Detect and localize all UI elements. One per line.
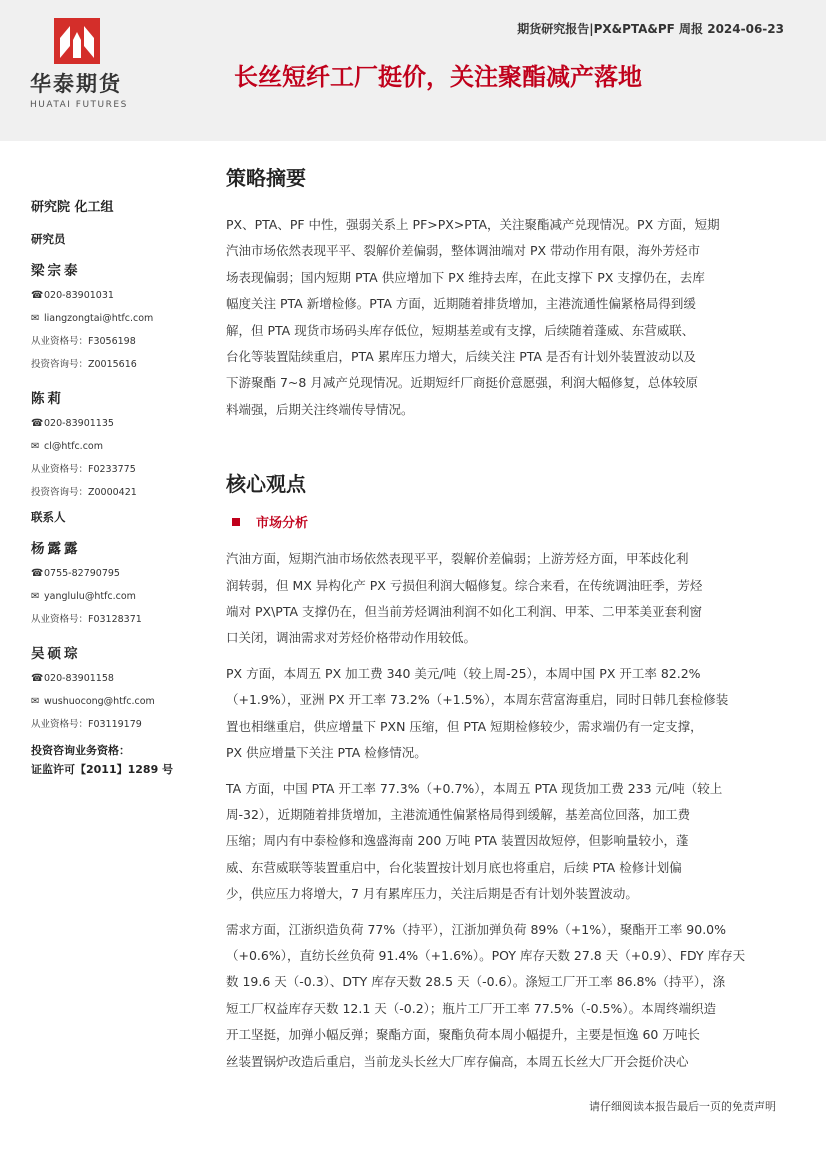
logo-text-cn: 华泰期货 [30,72,122,96]
px-paragraph: PX 方面，本周五 PX 加工费 340 美元/吨（较上周-25），本周中国 PX 开工率 82.2% （+1.9%），亚洲 PX 开工率 73.2%（+1.5%），本周东营富海重启，同时日韩几套检修装 置也相继重启，供应增量下 PXN 压缩，但 PTA 短期检修较少，需求端仍有一定支撑， PX 供应增量下关注 PTA 检修情况。 [226,665,729,761]
invest-number: 投资咨询号：Z0000421 [31,487,137,498]
phone-number: 0755-82790795 [44,568,120,579]
phone-icon: ☎ [31,673,44,684]
cert-number: 从业资格号：F3056198 [31,336,136,347]
email-line [31,312,206,335]
square-bullet-icon [232,518,240,526]
phone-icon: ☎ [31,290,44,301]
phone-icon: ☎ [31,568,44,579]
qualification-label: 投资咨询业务资格： [31,744,130,757]
demand-paragraph: 需求方面，江浙织造负荷 77%（持平），江浙加弹负荷 89%（+1%），聚酯开工率 90.0% （+0.6%），直纺长丝负荷 91.4%（+1.6%）。POY 库存天数 27.8 天（+0.9）、FDY 库存天 数 19.6 天（-0.3）、DTY 库存天数 28.5 天（-0.6）。涤短工厂开工率 86.8%（持平），涤 短工厂权益库存天数 12.1 天（-0.2）；瓶片工厂开工率 77.5%（-0.5%）。本周终端织造 开工坚挺，加弹小幅反弹；聚酯方面，聚酯负荷本周小幅提升，主要是恒逸 60 万吨长 丝装置锅炉改造后重启，当前龙头长丝大厂库存偏高，本周五长丝大厂开会挺价决心 [226,921,746,1069]
report-header [0,0,826,141]
license-number: 证监许可【2011】1289 号 [31,763,174,776]
strategy-heading: 策略摘要 [226,166,306,190]
author-sidebar [31,196,206,779]
phone-line [31,567,206,590]
contact-card [31,537,206,636]
contact-name: 吴硕琮 [31,646,81,662]
ta-paragraph: TA 方面，中国 PTA 开工率 77.3%（+0.7%），本周五 PTA 现货加工费 233 元/吨（较上 周-32），近期随着排货增加，主港流通性偏紧格局得到缓解，基差高位回落，加工费 压缩；周内有中泰检修和逸盛海南 200 万吨 PTA 装置因故短停，但影响量较小，蓬 威、东营威联等装置重启中，台化装置按计划月底也将重启，后续 PTA 检修计划偏 少，供应压力将增大，7 月有累库压力，关注后期是否有计划外装置波动。 [226,780,723,902]
contacts-label: 联系人 [31,510,66,524]
email-icon: ✉ [31,696,40,707]
researcher-card [31,387,206,509]
cert-number: 从业资格号：F03119179 [31,719,142,730]
strategy-summary: PX、PTA、PF 中性，强弱关系上 PF>PX>PTA，关注聚酯减产兑现情况。PX 方面，短期 汽油市场依然表现平平、裂解价差偏弱，整体调油端对 PX 带动作用有限，海外芳烃市 场表现偏弱；国内短期 PTA 供应增加下 PX 维持去库，在此支撑下 PX 支撑仍在，去库 幅度关注 PTA 新增检修。PTA 方面，近期随着排货增加，主港流通性偏紧格局得到缓 解，但 PTA 现货市场码头库存低位，短期基差或有支撑，后续随着蓬威、东营威联、 台化等装置陆续重启，PTA 累库压力增大，后续关注 PTA 是否有计划外装置波动以及 下游聚酯 7~8 月减产兑现情况。近期短纤厂商挺价意愿强，利润大幅修复，总体较原 料端强，后期关注终端传导情况。 [226,217,720,417]
phone-number: 020-83901031 [44,290,114,301]
department-label: 研究院 化工组 [31,200,114,215]
contact-card [31,642,206,741]
core-heading: 核心观点 [226,472,306,497]
phone-line [31,417,206,440]
email-line [31,440,206,463]
cert-number: 从业资格号：F0233775 [31,464,136,475]
cert-number: 从业资格号：F03128371 [31,614,142,625]
invest-number: 投资咨询号：Z0015616 [31,359,137,370]
report-tag: 期货研究报告|PX&PTA&PF 周报 2024-06-23 [517,22,784,36]
email-address[interactable]: wushuocong@htfc.com [44,696,155,707]
logo-text-en: HUATAI FUTURES [30,100,128,110]
phone-number: 020-83901158 [44,673,114,684]
email-address[interactable]: cl@htfc.com [44,441,103,452]
researcher-card [31,259,206,381]
email-address[interactable]: liangzongtai@htfc.com [44,313,154,324]
email-icon: ✉ [31,313,40,324]
company-logo [30,18,130,118]
main-content [226,162,778,1075]
email-line [31,590,206,613]
phone-icon: ☎ [31,418,44,429]
phone-line [31,289,206,312]
phone-line [31,672,206,695]
researcher-name: 陈莉 [31,391,64,407]
phone-number: 020-83901135 [44,418,114,429]
gasoline-paragraph: 汽油方面，短期汽油市场依然表现平平，裂解价差偏弱；上游芳烃方面，甲苯歧化利 润转弱，但 MX 异构化产 PX 亏损但利润大幅修复。综合来看，在传统调油旺季，芳烃 端对 PX\PTA 支撑仍在，但当前芳烃调油利润不如化工利润、甲苯、二甲苯美亚套利窗 口关闭，调油需求对芳烃价格带动作用较低。 [226,551,703,646]
email-icon: ✉ [31,441,40,452]
email-icon: ✉ [31,591,40,602]
report-title: 长丝短纤工厂挺价，关注聚酯减产落地 [234,63,642,91]
email-line [31,695,206,718]
disclaimer-note: 请仔细阅读本报告最后一页的免责声明 [589,1100,776,1113]
contact-name: 杨露露 [31,541,81,557]
huatai-logo-icon [54,18,100,64]
market-analysis-subheading: 市场分析 [226,512,778,531]
researchers-label: 研究员 [31,232,66,246]
email-address[interactable]: yanglulu@htfc.com [44,591,136,602]
researcher-name: 梁宗泰 [31,263,81,279]
